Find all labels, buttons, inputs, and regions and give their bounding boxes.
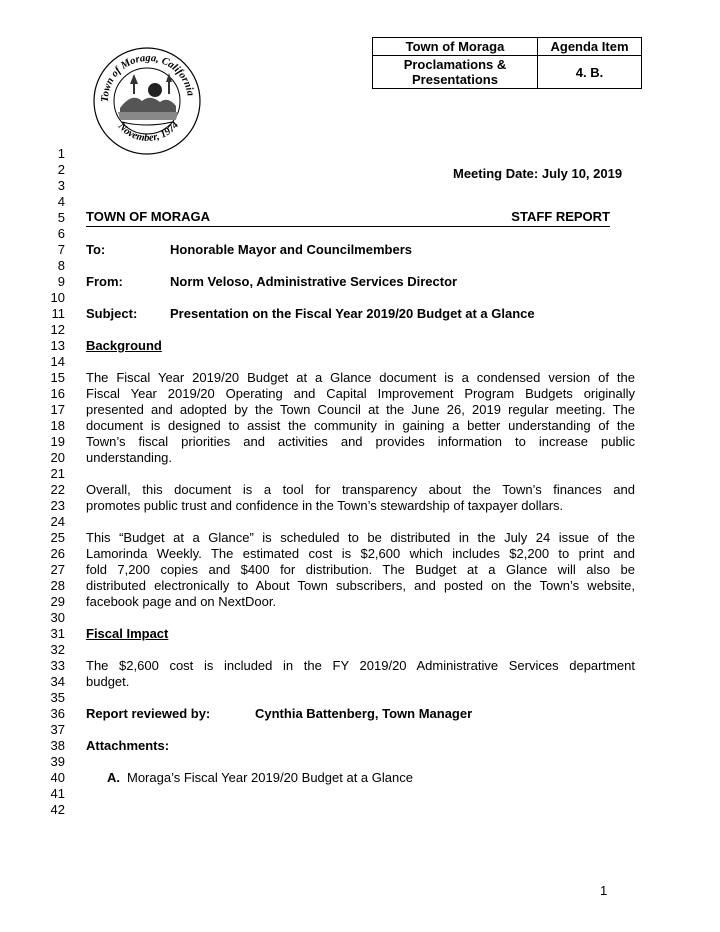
line-number: 41 [50, 786, 65, 801]
line-number: 37 [50, 722, 65, 737]
line-number: 17 [50, 402, 65, 417]
line-number: 35 [50, 690, 65, 705]
svg-text:Town of Moraga, California: Town of Moraga, California [99, 52, 196, 103]
line-number: 14 [50, 354, 65, 369]
page-number: 1 [600, 883, 608, 898]
line-number: 40 [50, 770, 65, 785]
line-number: 9 [57, 274, 65, 289]
line-number: 38 [50, 738, 65, 753]
line-number: 31 [50, 626, 65, 641]
town-seal-logo [92, 46, 202, 156]
from-label: From: [86, 274, 123, 289]
line-number: 29 [50, 594, 65, 609]
background-heading: Background [86, 338, 162, 353]
line-number: 6 [57, 226, 65, 241]
background-paragraph-2: Overall, this document is a tool for transparency about the Town’s finances and promotes public trust and confidence in the Town’s stewardship of taxpayer dollars. [86, 482, 635, 513]
attachment-a-link[interactable]: Moraga’s Fiscal Year 2019/20 Budget at a Glance [127, 770, 413, 785]
line-number: 34 [50, 674, 65, 689]
line-number: 24 [50, 514, 65, 529]
reviewed-by-label: Report reviewed by: [86, 706, 211, 721]
reviewed-by-value: Cynthia Battenberg, Town Manager [255, 706, 473, 721]
fiscal-impact-heading: Fiscal Impact [86, 626, 169, 641]
line-number: 21 [50, 466, 65, 481]
line-number: 33 [50, 658, 65, 673]
line-number: 8 [57, 258, 65, 273]
line-number: 10 [50, 290, 65, 305]
line-number: 28 [50, 578, 65, 593]
category-cell: Proclamations & Presentations [373, 56, 538, 89]
line-number: 15 [50, 370, 65, 385]
meeting-date: Meeting Date: July 10, 2019 [453, 166, 623, 181]
agenda-header-table [372, 37, 642, 89]
line-number: 26 [50, 546, 65, 561]
background-paragraph-3: This “Budget at a Glance” is scheduled to be distributed in the July 24 issue of the Lamorinda Weekly. The estimated cost is $2,600 which includes $2,200 to print and fold 7,200 copies and $400 for distribution. The Budget at a Glance will also be distributed electronically to About Town subscribers, and posted on the Town’s website, facebook page and on NextDoor. [86, 530, 635, 609]
line-number: 22 [50, 482, 65, 497]
line-number: 27 [50, 562, 65, 577]
attachment-a-letter: A. [107, 770, 120, 785]
line-number: 20 [50, 450, 65, 465]
line-number: 19 [50, 434, 65, 449]
svg-text:November, 1974: November, 1974 [115, 119, 182, 144]
from-value: Norm Veloso, Administrative Services Director [170, 274, 458, 289]
line-number: 5 [57, 210, 65, 225]
line-number: 4 [57, 194, 65, 209]
to-label: To: [86, 242, 106, 257]
line-number: 18 [50, 418, 65, 433]
attachments-label: Attachments: [86, 738, 170, 753]
line-number: 16 [50, 386, 65, 401]
subject-label: Subject: [86, 306, 138, 321]
line-number: 2 [57, 162, 65, 177]
line-number: 36 [50, 706, 65, 721]
fiscal-impact-paragraph: The $2,600 cost is included in the FY 2019/20 Administrative Services department budget. [86, 658, 635, 689]
report-header-row [86, 209, 610, 227]
line-number: 32 [50, 642, 65, 657]
line-number: 13 [50, 338, 65, 353]
town-title: TOWN OF MORAGA [86, 209, 210, 224]
line-number: 23 [50, 498, 65, 513]
line-number: 42 [50, 802, 65, 817]
line-number: 7 [57, 242, 65, 257]
staff-report-title: STAFF REPORT [511, 209, 610, 224]
line-number: 11 [51, 306, 65, 321]
line-number: 25 [50, 530, 65, 545]
line-number: 12 [50, 322, 65, 337]
line-number: 39 [50, 754, 65, 769]
subject-value: Presentation on the Fiscal Year 2019/20 Budget at a Glance [170, 306, 535, 321]
line-number: 1 [57, 146, 65, 161]
agenda-item-label-cell: Agenda Item [538, 38, 642, 56]
to-value: Honorable Mayor and Councilmembers [170, 242, 412, 257]
line-number: 3 [57, 178, 65, 193]
background-paragraph-1: The Fiscal Year 2019/20 Budget at a Glance document is a condensed version of the Fiscal Year 2019/20 Operating and Capital Improvement Program Budgets originally presented and adopted by the Town Council at the June 26, 2019 regular meeting. The document is designed to assist the community in gaining a better understanding of the Town’s fiscal priorities and activities and provides information to increase public understanding. [86, 370, 635, 465]
item-number-cell: 4. B. [538, 56, 642, 89]
town-name-cell: Town of Moraga [373, 38, 538, 56]
line-number: 30 [50, 610, 65, 625]
